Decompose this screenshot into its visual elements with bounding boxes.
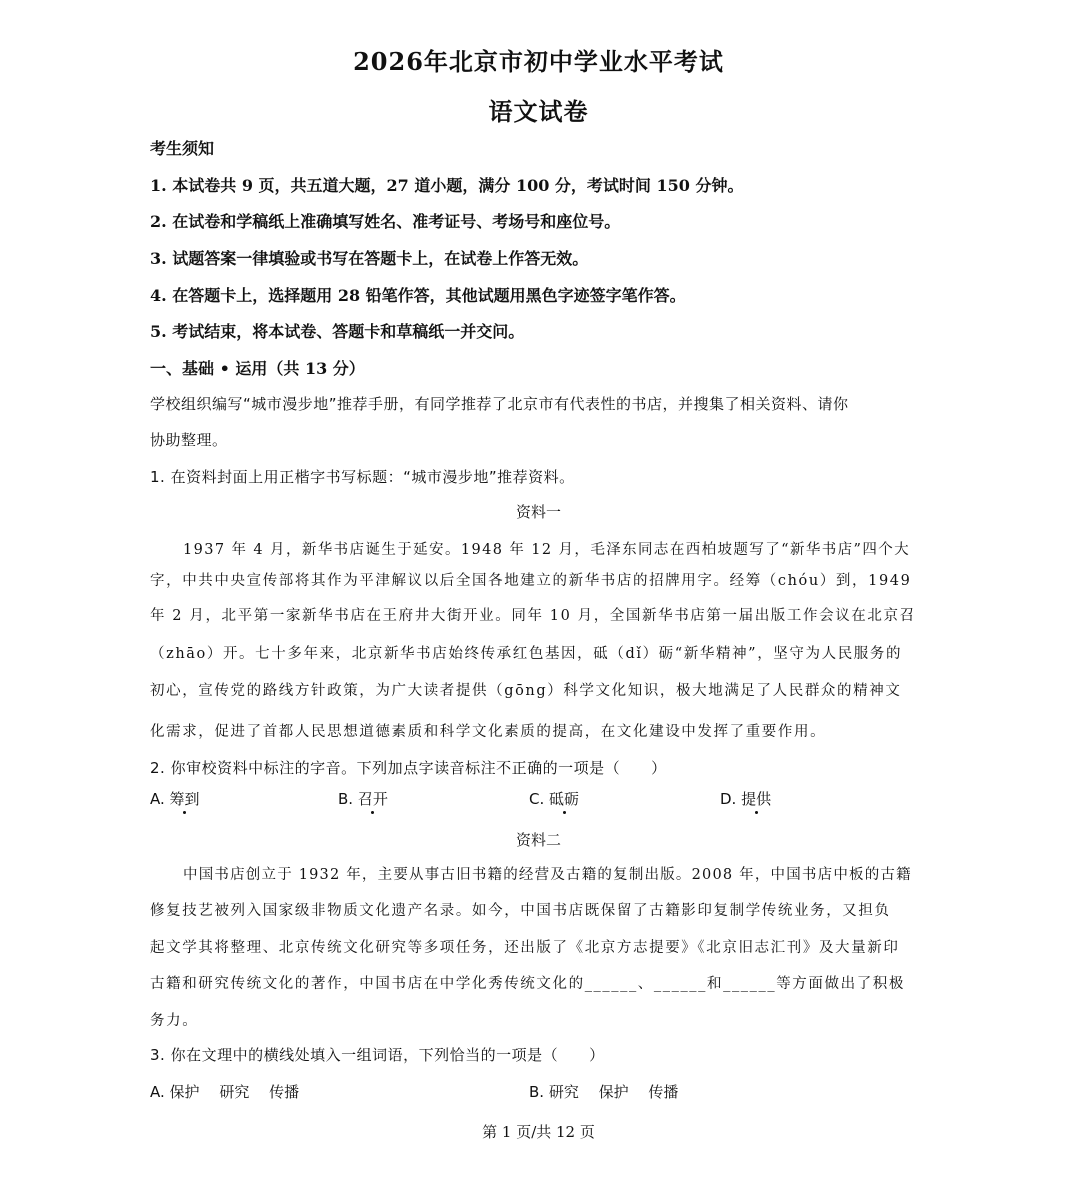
q3-option-b[interactable] xyxy=(529,1081,678,1102)
material-2-line: 务力。 xyxy=(150,1013,199,1029)
section-intro-line: 协助整理。 xyxy=(150,431,228,449)
exam-subtitle: 语文试卷 xyxy=(488,97,589,126)
material-2-line: 起文学其将整理、北京传统文化研究等多项任务，还出版了《北京方志提要》《北京旧志汇刊》及大量新印 xyxy=(150,940,900,956)
option-letter: A. xyxy=(150,790,165,808)
option-text: 召开 xyxy=(357,790,388,808)
section-heading: 一、基础 • 运用（共 13 分） xyxy=(150,359,365,378)
notice-item: 4. 在答题卡上，选择题用 28 铅笔作答，其他试题用黑色字迹签字笔作答。 xyxy=(150,286,686,305)
option-text: 保护 研究 传播 xyxy=(169,1083,300,1101)
page-footer: 第 1 页/共 12 页 xyxy=(482,1123,595,1141)
material-1-line: 化需求，促进了首都人民思想道德素质和科学文化素质的提高，在文化建设中发挥了重要作用。 xyxy=(150,724,827,740)
notice-item: 1. 本试卷共 9 页，共五道大题，27 道小题，满分 100 分，考试时间 150 分钟。 xyxy=(150,176,744,195)
material-1-line: 1937 年 4 月，新华书店诞生于延安。1948 年 12 月，毛泽东同志在西柏坡题写了“新华书店”四个大 xyxy=(183,542,911,558)
q2-option-b[interactable] xyxy=(338,788,388,809)
material-1-line: 字，中共中央宣传部将其作为平津解议以后全国各地建立的新华书店的招牌用字。经筹（chóu）到，1949 xyxy=(150,573,912,589)
option-text: 筹到 xyxy=(169,790,200,808)
notice-item: 3. 试题答案一律填验或书写在答题卡上，在试卷上作答无效。 xyxy=(150,249,589,268)
material-1-label: 资料一 xyxy=(515,503,561,521)
option-letter: B. xyxy=(338,790,354,808)
question-3: 3. 你在文理中的横线处填入一组词语，下列恰当的一项是（ ） xyxy=(150,1046,605,1064)
notice-item: 2. 在试卷和学稿纸上准确填写姓名、准考证号、考场号和座位号。 xyxy=(150,212,621,231)
q2-option-d[interactable] xyxy=(720,788,771,809)
material-1-line: （zhāo）开。七十多年来，北京新华书店始终传承红色基因，砥（dǐ）砺“新华精神”，坚守为人民服务的 xyxy=(150,646,903,662)
material-1-line: 初心，宣传党的路线方针政策，为广大读者提供（gōng）科学文化知识，极大地满足了人民群众的精神文 xyxy=(150,683,902,699)
option-text: 砥砺 xyxy=(549,790,580,808)
q2-option-a[interactable] xyxy=(150,788,200,809)
option-letter: A. xyxy=(150,1083,165,1101)
option-text: 提供 xyxy=(741,790,772,808)
material-2-line: 中国书店创立于 1932 年，主要从事古旧书籍的经营及古籍的复制出版。2008 年，中国书店中板的古籍 xyxy=(183,867,912,883)
option-letter: B. xyxy=(529,1083,545,1101)
q3-option-a[interactable] xyxy=(150,1081,299,1102)
exam-title: 2026年北京市初中学业水平考试 xyxy=(353,47,724,76)
notice-item: 5. 考试结束，将本试卷、答题卡和草稿纸一并交问。 xyxy=(150,322,525,341)
option-letter: D. xyxy=(720,790,737,808)
option-letter: C. xyxy=(529,790,545,808)
material-2-label: 资料二 xyxy=(515,831,561,849)
notice-heading: 考生须知 xyxy=(150,139,215,158)
option-text: 研究 保护 传播 xyxy=(548,1083,679,1101)
material-2-line: 古籍和研究传统文化的著作，中国书店在中学化秀传统文化的______、______和______等方面做出了积极 xyxy=(150,976,905,992)
material-2-line: 修复技艺被列入国家级非物质文化遗产名录。如今，中国书店既保留了古籍影印复制学传统业务，又担负 xyxy=(150,903,891,919)
question-2: 2. 你审校资料中标注的字音。下列加点字读音标注不正确的一项是（ ） xyxy=(150,759,667,777)
question-1: 1. 在资料封面上用正楷字书写标题：“城市漫步地”推荐资料。 xyxy=(150,468,575,486)
material-1-line: 年 2 月，北平第一家新华书店在王府井大街开业。同年 10 月，全国新华书店第一届出版工作会议在北京召 xyxy=(150,608,916,624)
q2-option-c[interactable] xyxy=(529,788,579,809)
section-intro-line: 学校组织编写“城市漫步地”推荐手册，有同学推荐了北京市有代表性的书店，并搜集了相关资料、请你 xyxy=(150,395,849,413)
